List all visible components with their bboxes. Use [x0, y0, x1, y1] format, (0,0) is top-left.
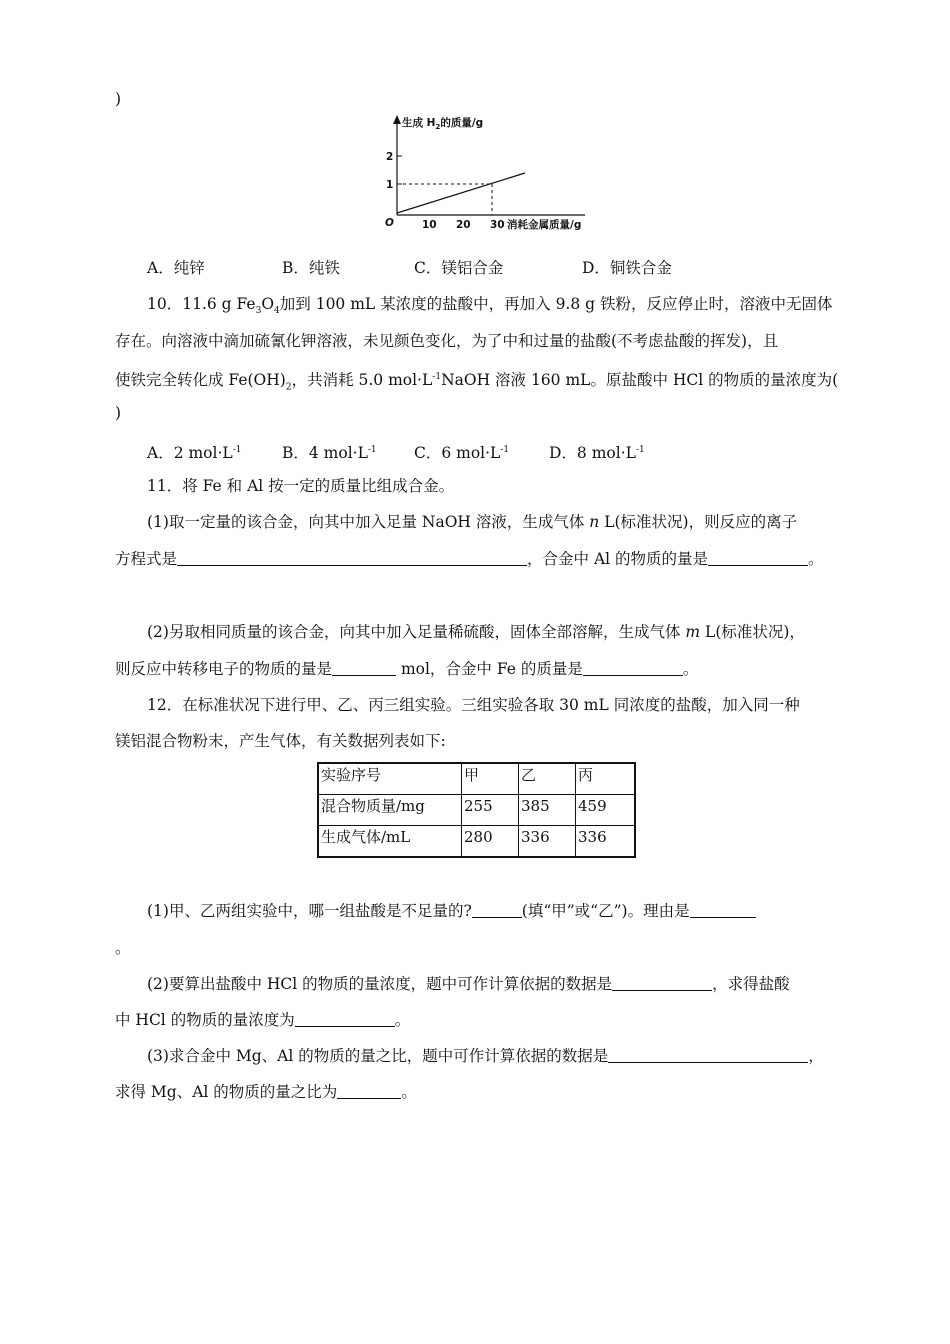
q11-part2-line1: (2)另取相同质量的该合金，向其中加入足量稀硫酸，固体全部溶解，生成气体 m L(标准状况)， [147, 623, 805, 641]
table-cell: 336 [576, 826, 636, 858]
table-header-cell: 丙 [576, 763, 636, 795]
answer-blank-hcl-concentration[interactable] [295, 1010, 395, 1027]
q10-line-3: 使铁完全转化成 $Fe(OH)_2$，共消耗 5.0 $mol\cdot L^{-1}NaOH$ 溶液 160 mL。原盐酸中 HCl 的物质的量浓度为( [115, 371, 839, 393]
answer-blank-which-group[interactable] [472, 901, 522, 918]
answer-blank-fe-mass[interactable] [583, 659, 683, 676]
q11-part2-line2: 则反应中转移电子的物质的量是 mol，合金中 Fe 的质量是 。 [115, 660, 699, 678]
table-cell: 459 [576, 795, 636, 826]
q11-part1-line2: 方程式是 ，合金中 Al 的物质的量是 。 [115, 550, 824, 568]
answer-blank-al-moles[interactable] [708, 549, 808, 566]
q10-option-c: C．6 $mol\cdot L^{-1}$ [414, 444, 510, 463]
x-tick-label-20: 20 [456, 219, 471, 231]
table-header-cell: 甲 [462, 763, 519, 795]
y-tick-label-2: 2 [386, 151, 394, 163]
answer-blank-mg-al-ratio[interactable] [337, 1082, 401, 1099]
q12-part2-line1: (2)要算出盐酸中 HCl 的物质的量浓度，题中可作计算依据的数据是 ，求得盐酸 [147, 975, 790, 993]
table-header-row [318, 763, 635, 795]
table-header-cell: 实验序号 [318, 763, 462, 795]
q10-line-4: ) [115, 404, 122, 422]
q9-option-c: C．镁铝合金 [414, 259, 504, 277]
y-axis-arrow [393, 115, 401, 124]
y-axis-label: 生成 $H_2$的质量/g [402, 117, 484, 131]
answer-blank-electron-moles[interactable] [332, 659, 396, 676]
table-cell: 生成气体/mL [318, 826, 462, 858]
table-cell: 混合物质量/mg [318, 795, 462, 826]
answer-blank-reason[interactable] [690, 901, 756, 918]
q10-option-a: A．2 $mol\cdot L^{-1}$ [147, 444, 242, 463]
table-header-cell: 乙 [519, 763, 576, 795]
q9-graph [380, 112, 620, 242]
table-cell: 385 [519, 795, 576, 826]
q12-data-table [317, 762, 636, 858]
q10-option-b: B．4 $mol\cdot L^{-1}$ [282, 444, 377, 463]
q12-part2-line2: 中 HCl 的物质的量浓度为 。 [115, 1011, 411, 1029]
q12-part1-line2: 。 [115, 939, 131, 957]
q10-line-1: 10．11.6 g $Fe_3O_4$加到 100 mL 某浓度的盐酸中，再加入 9.8 g 铁粉，反应停止时，溶液中无固体 [147, 295, 833, 317]
answer-blank-hcl-data[interactable] [612, 974, 712, 991]
q11-part1-line1: (1)取一定量的该合金，向其中加入足量 NaOH 溶液，生成气体 n L(标准状况)，则反应的离子 [147, 513, 798, 531]
q12-part1-line1: (1)甲、乙两组实验中，哪一组盐酸是不足量的? (填“甲”或“乙”)。理由是 [147, 900, 756, 922]
table-row [318, 795, 635, 826]
x-axis-label: 消耗金属质量/g [507, 219, 582, 231]
x-tick-label-10: 10 [422, 219, 437, 231]
table-cell: 280 [462, 826, 519, 858]
table-cell: 336 [519, 826, 576, 858]
answer-blank-equation[interactable] [177, 549, 527, 566]
origin-label: O [385, 217, 394, 229]
q9-option-a: A．纯锌 [147, 259, 205, 277]
q11-stem: 11．将 Fe 和 Al 按一定的质量比组成合金。 [147, 477, 455, 495]
q9-paren-close: ) [115, 90, 122, 108]
table-row [318, 826, 635, 858]
answer-blank-ratio-data[interactable] [608, 1046, 808, 1063]
q10-line-2: 存在。向溶液中滴加硫氰化钾溶液，未见颜色变化，为了中和过量的盐酸(不考虑盐酸的挥发)，且 [115, 332, 779, 350]
q10-option-d: D．8 $mol\cdot L^{-1}$ [549, 444, 645, 463]
q12-stem-line2: 镁铝混合物粉末，产生气体，有关数据列表如下: [115, 732, 446, 750]
data-line [397, 173, 525, 213]
q12-part3-line1: (3)求合金中 Mg、Al 的物质的量之比，题中可作计算依据的数据是 ， [147, 1047, 824, 1065]
x-tick-label-30: 30 [490, 219, 505, 231]
q12-part3-line2: 求得 Mg、Al 的物质的量之比为 。 [115, 1083, 417, 1101]
table-cell: 255 [462, 795, 519, 826]
y-tick-label-1: 1 [386, 179, 394, 191]
q9-option-d: D．铜铁合金 [582, 259, 672, 277]
q12-stem-line1: 12．在标准状况下进行甲、乙、丙三组实验。三组实验各取 30 mL 同浓度的盐酸，加入同一种 [147, 696, 800, 714]
q9-option-b: B．纯铁 [282, 259, 340, 277]
